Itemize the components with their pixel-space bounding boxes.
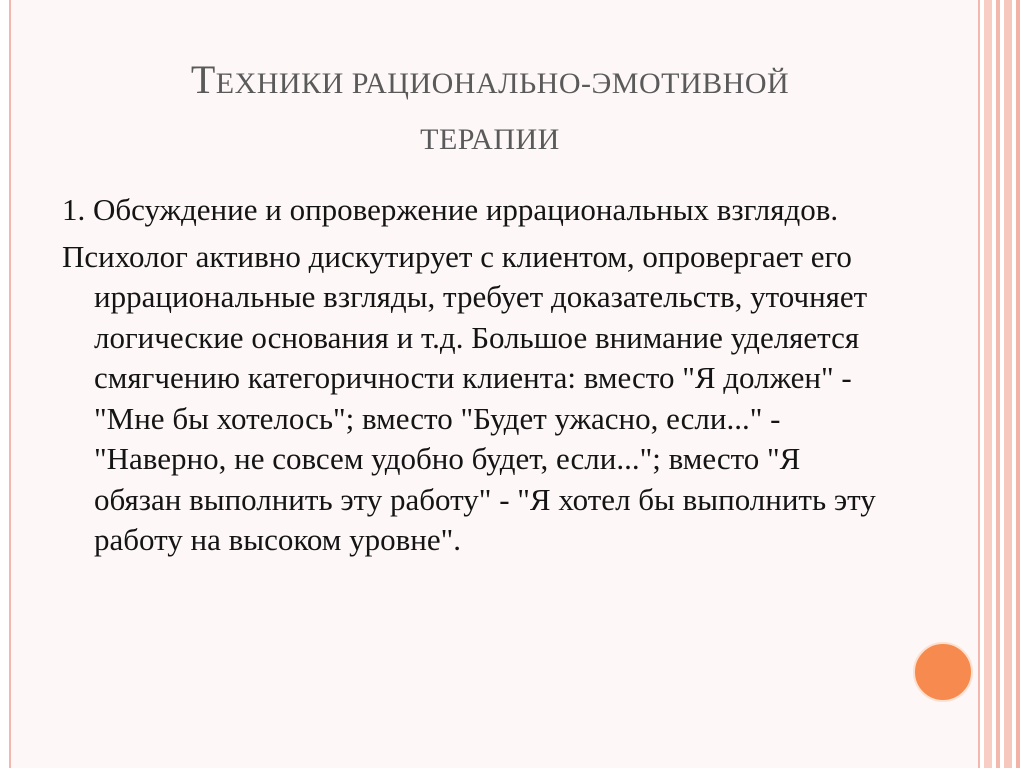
decorative-stripes (980, 0, 1024, 768)
stripe (996, 0, 1000, 768)
title-line-2: ТЕРАПИИ (420, 123, 560, 156)
stripe (984, 0, 992, 768)
slide-body (62, 190, 892, 567)
paragraph-description: Психолог активно дискутирует с клиентом, опровергает его иррациональные взгляды, требует доказательств, уточняет логические основания и т.д. Большое внимание уделяется смягчению категоричности клиента: вместо "Я должен" - "Мне бы хотелось"; вместо "Будет ужасно, если..." - "Наверно, не совсем удобно будет, если..."; вместо "Я обязан выполнить эту работу" - "Я хотел бы выполнить эту работу на высоком уровне". (62, 238, 876, 557)
stripe (1004, 0, 1012, 768)
slide-title (60, 52, 920, 168)
orange-circle-decoration (913, 642, 973, 702)
title-line-1: ТЕХНИКИ РАЦИОНАЛЬНО-ЭМОТИВНОЙ (190, 57, 790, 102)
paragraph-item-1: 1. Обсуждение и опровержение иррациональных взглядов. (62, 192, 839, 227)
stripe (1016, 0, 1020, 768)
